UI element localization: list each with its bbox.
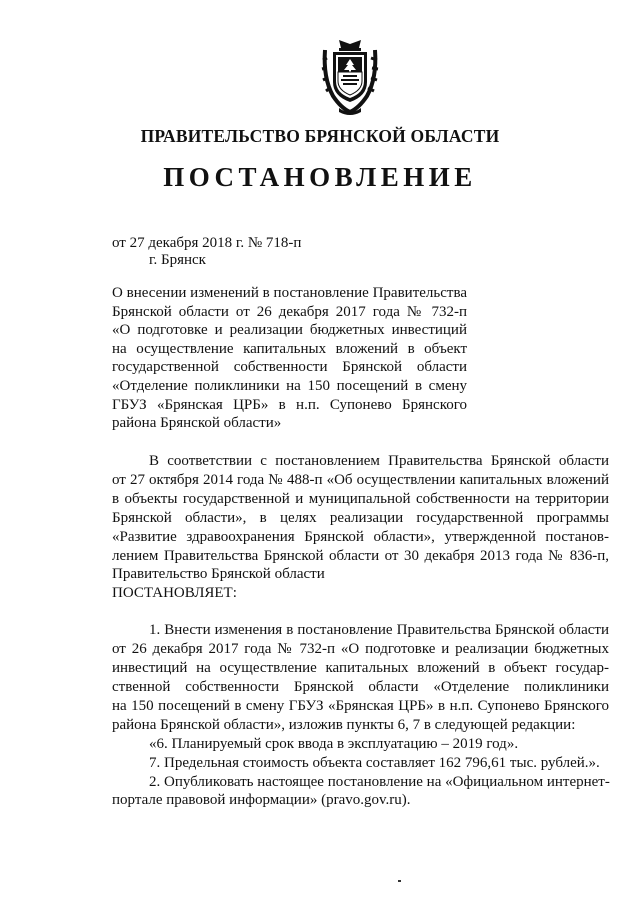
item1-line: инвестиций на осуществление капитальных вложений в объект государ- [112,660,609,677]
preamble-line: Правительство Брянской области [112,566,325,583]
preamble-line: «Развитие здравоохранения Брянской области», утвержденной постанов- [112,528,609,545]
item1-line: 1. Внести изменения в постановление Правительства Брянской области [149,622,609,639]
subject-line: на осуществление капитальных вложений в объект [112,340,467,357]
date-and-number: от 27 декабря 2018 г. № 718-п [112,235,302,251]
item1-line: района Брянской области», изложив пункты 6, 7 в следующей редакции: [112,716,576,733]
document-body [112,452,609,810]
item2-line: портале правовой информации» (pravo.gov.ru). [112,792,411,809]
organization-title: ПРАВИТЕЛЬСТВО БРЯНСКОЙ ОБЛАСТИ [140,126,500,146]
item1-line: ственной собственности Брянской области «Отделение поликлиники [112,678,609,695]
item2-line: 2. Опубликовать настоящее постановление на «Официальном интернет- [149,773,610,790]
subject-line: «Отделение поликлиники на 150 посещений в смену [112,377,467,394]
item1-line: на 150 посещений в смену ГБУЗ «Брянская ЦРБ» в н.п. Супонево Брянского [112,697,609,714]
subject-line: государственной собственности Брянской области [112,359,467,376]
paragraph-gap [112,603,609,621]
preamble-line: Брянской области», в целях реализации государственной программы [112,509,609,526]
city: г. Брянск [149,252,206,268]
quote-item-6: «6. Планируемый срок ввода в эксплуатацию – 2019 год». [149,735,519,752]
quote-item-7: 7. Предельная стоимость объекта составляет 162 796,61 тыс. рублей.». [149,754,600,771]
preamble-line: от 27 октября 2014 года № 488-п «Об осуществлении капитальных вложений [112,471,609,488]
bryansk-coat-of-arms-icon [319,38,381,116]
subject-line: Брянской области от 26 декабря 2017 года № 732-п [112,303,467,320]
document-type-title: ПОСТАНОВЛЕНИЕ [163,162,477,192]
document-subject [112,284,467,433]
preamble-line: В соответствии с постановлением Правительства Брянской области [149,453,609,469]
subject-line: О внесении изменений в постановление Правительства [112,285,467,301]
subject-line: ГБУЗ «Брянская ЦРБ» в н.п. Супонево Брянского [112,396,467,413]
preamble-line: лением Правительства Брянской области от 30 декабря 2013 года № 836-п, [112,547,609,564]
resolves-heading: ПОСТАНОВЛЯЕТ: [112,585,237,602]
scan-speck [398,880,401,882]
subject-line: «О подготовке и реализации бюджетных инвестиций [112,322,467,339]
subject-line: района Брянской области» [112,415,282,432]
document-meta [112,235,301,269]
preamble-line: в объекты государственной и муниципальной собственности на территории [112,490,609,507]
item1-line: от 26 декабря 2017 года № 732-п «О подготовке и реализации бюджетных [112,641,609,658]
